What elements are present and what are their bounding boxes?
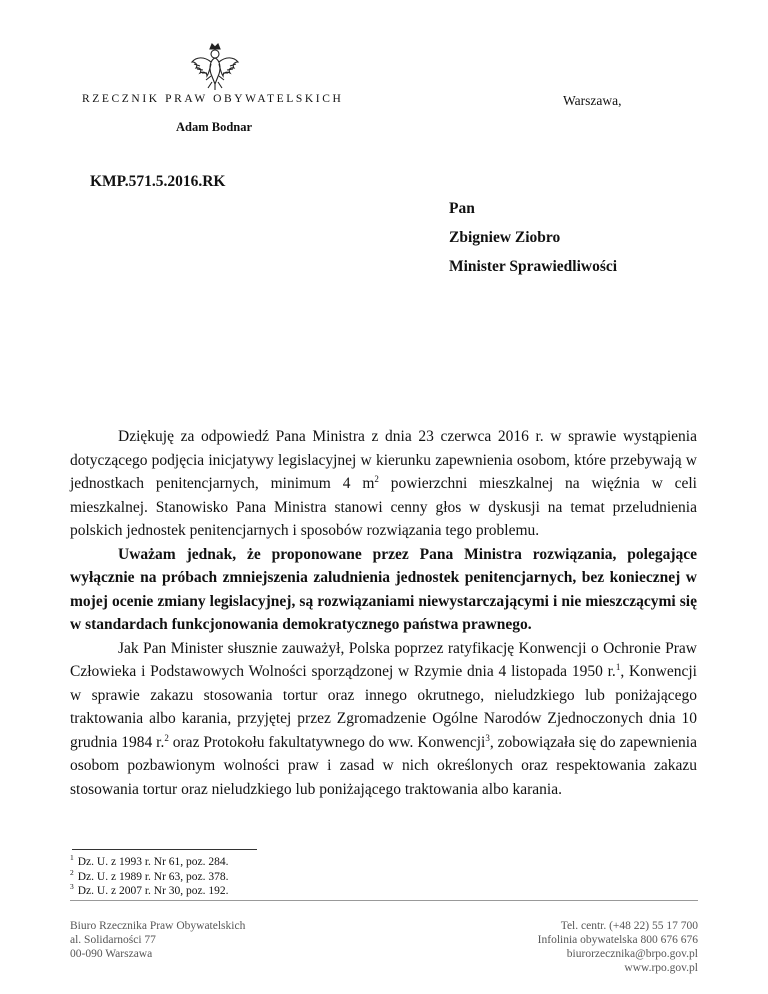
footnote-ref-1: 1 (615, 661, 621, 672)
case-reference: KMP.571.5.2016.RK (90, 173, 226, 190)
website-link[interactable]: www.rpo.gov.pl (624, 962, 698, 974)
letter-body (70, 425, 697, 801)
footer-address: Biuro Rzecznika Praw Obywatelskich al. Solidarności 77 00-090 Warszawa (70, 920, 246, 960)
superscript: 2 (374, 473, 379, 484)
addressee-name: Zbigniew Ziobro (449, 229, 561, 246)
footer-divider (70, 900, 698, 901)
addressee-title: Minister Sprawiedliwości (449, 258, 618, 275)
footer-contact (538, 919, 698, 975)
footnote: $^2$ Dz. U. z 1989 r. Nr 63, poz. 378. (70, 867, 229, 883)
place-date: Warszawa, (563, 93, 622, 108)
addressee-salutation: Pan (449, 200, 475, 217)
footnote-separator (72, 849, 257, 850)
ombudsman-name: Adam Bodnar (176, 120, 253, 134)
footnote: $^3$ Dz. U. z 2007 r. Nr 30, poz. 192. (70, 882, 229, 897)
eagle-emblem-icon (188, 40, 242, 94)
hotline: Infolinia obywatelska 800 676 676 (537, 934, 698, 946)
paragraph-1: Dziękuję za odpowiedź Pana Ministra z dnia 23 czerwca 2016 r. w sprawie wystąpienia dotyczącego podjęcia inicjatywy legislacyjnej w kierunku zapewnienia osobom, które przebywają w jednostkach penitencjarnych, minimum 4 $m^2$ powierzchni mieszkalnej na więźnia w celi mieszkalnej. Stanowisko Pana Ministra stanowi cenny głos w dyskusji na temat przeludnienia polskich jednostek penitencjarnych i sposobów rozwiązania tego problemu. (70, 428, 697, 539)
phone: Tel. centr. (+48 22) 55 17 700 (560, 920, 698, 932)
email-link[interactable]: biurorzecznika@brpo.gov.pl (566, 948, 698, 960)
footnote-ref-2: 2 (164, 732, 169, 743)
footnote: $^1$ Dz. U. z 1993 r. Nr 61, poz. 284. (70, 853, 229, 868)
paragraph-3: Jak Pan Minister słusznie zauważył, Polska poprzez ratyfikację Konwencji o Ochronie Praw Człowieka i Podstawowych Wolności sporządzonej w Rzymie dnia 4 listopada 1950 r.$^1$, Konwencji w sprawie zakazu stosowania tortur oraz innego okrutnego, nieludzkiego lub poniżającego traktowania albo karania, przyjętej przez Zgromadzenie Ogólne Narodów Zjednoczonych dnia 10 grudnia 1984 r.$^2$ oraz Protokołu fakultatywnego do ww. Konwencji$^3$, zobowiązała się do zapewnienia osobom pozbawionym wolności praw i zasad w nich określonych oraz respektowania zakazu stosowania tortur oraz nieludzkiego lub poniżającego traktowania albo karania. (70, 639, 697, 798)
footnotes (70, 855, 229, 899)
footnote-ref-3: 3 (485, 732, 490, 743)
paragraph-2: Uważam jednak, że proponowane przez Pana Ministra rozwiązania, polegające wyłącznie na próbach zmniejszenia zaludnienia jednostek penitencjarnych, bez koniecznej w mojej ocenie zmiany legislacyjnej, są rozwiązaniami niewystarczającymi i nie mieszczącymi się w standardach funkcjonowania demokratycznego państwa prawnego. (70, 545, 697, 633)
office-name: RZECZNIK PRAW OBYWATELSKICH (82, 93, 344, 105)
